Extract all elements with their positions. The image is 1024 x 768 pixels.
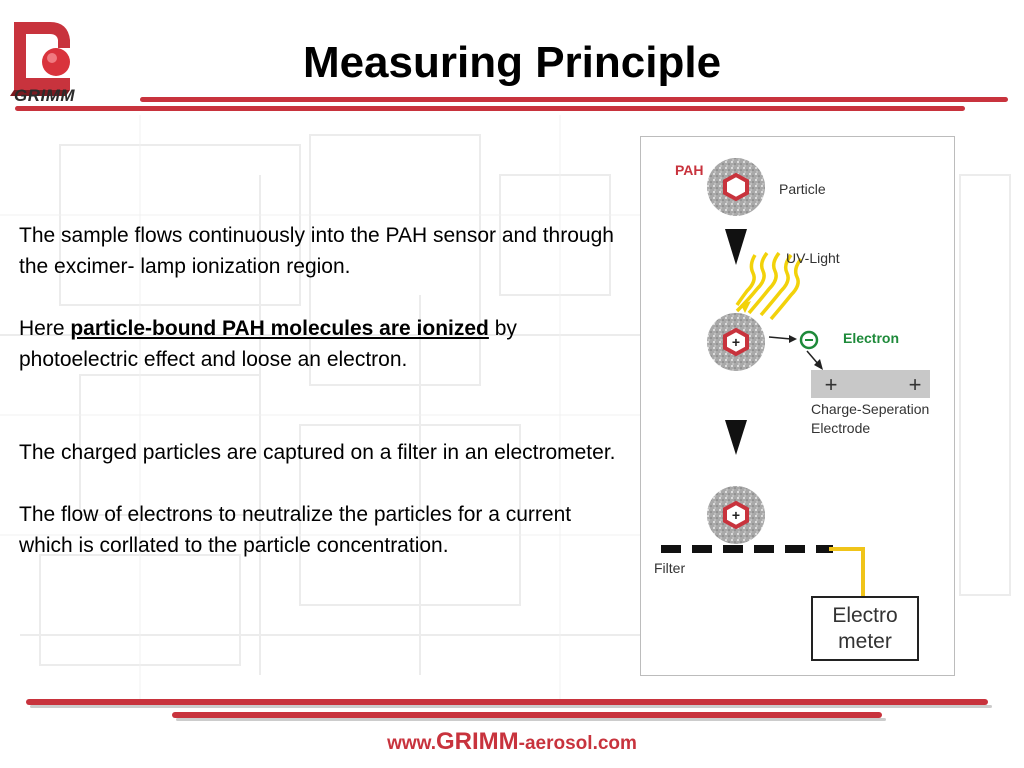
particle-captured <box>707 486 765 544</box>
particle-top <box>707 158 765 216</box>
paragraph-filter: The charged particles are captured on a filter in an electrometer. <box>19 441 616 464</box>
svg-text:+: + <box>731 334 741 350</box>
charge-separation-electrode <box>811 370 930 398</box>
arrow-down-2 <box>725 420 747 455</box>
paragraph-ionization-start: Here <box>19 317 71 340</box>
electrode-label-line2: Electrode <box>811 420 871 436</box>
electrode-label-line1: Charge-Seperation <box>811 401 930 417</box>
uv-light-label: UV-Light <box>786 250 840 266</box>
svg-text:+: + <box>824 372 838 397</box>
description-text <box>19 220 619 561</box>
svg-text:+: + <box>908 372 922 397</box>
paragraph-ionization <box>19 313 619 375</box>
footer-stripe-shadow <box>30 705 992 708</box>
filter-label: Filter <box>654 560 686 576</box>
logo-text: GRIMM <box>14 86 76 105</box>
electrometer-label-line1: Electro <box>832 603 898 627</box>
electrometer-wire <box>829 549 863 597</box>
paragraph-sample-flow: The sample flows continuously into the PAH sensor and through the excimer- lamp ionization region. <box>19 224 614 278</box>
emphasized-text: particle-bound PAH molecules are ionized <box>70 317 489 340</box>
footer-url-prefix: www. <box>387 733 436 754</box>
electrometer-label-line2: meter <box>838 629 892 653</box>
electron-symbol <box>801 332 817 348</box>
particle-label: Particle <box>779 181 826 197</box>
header-stripe-top <box>140 97 1008 102</box>
measuring-diagram <box>640 136 955 676</box>
electrometer-box <box>811 596 919 661</box>
pah-label: PAH <box>675 162 704 178</box>
header-stripe-bottom <box>15 106 965 111</box>
footer-stripe-bottom-shadow <box>176 718 886 721</box>
paragraph-current: The flow of electrons to neutralize the particles for a current which is corllated to the particle concentration. <box>19 503 572 557</box>
page-title: Measuring Principle <box>302 38 722 87</box>
footer-url[interactable] <box>0 728 1024 756</box>
arrow-down-1 <box>725 229 747 265</box>
particle-ionized <box>707 313 765 371</box>
footer-url-brand: GRIMM <box>436 728 519 755</box>
svg-text:+: + <box>731 507 741 523</box>
paragraph-ionization-end: by photoelectric effect and loose an electron. <box>19 317 517 371</box>
footer-url-suffix: -aerosol.com <box>518 733 637 754</box>
electron-label: Electron <box>843 330 900 346</box>
